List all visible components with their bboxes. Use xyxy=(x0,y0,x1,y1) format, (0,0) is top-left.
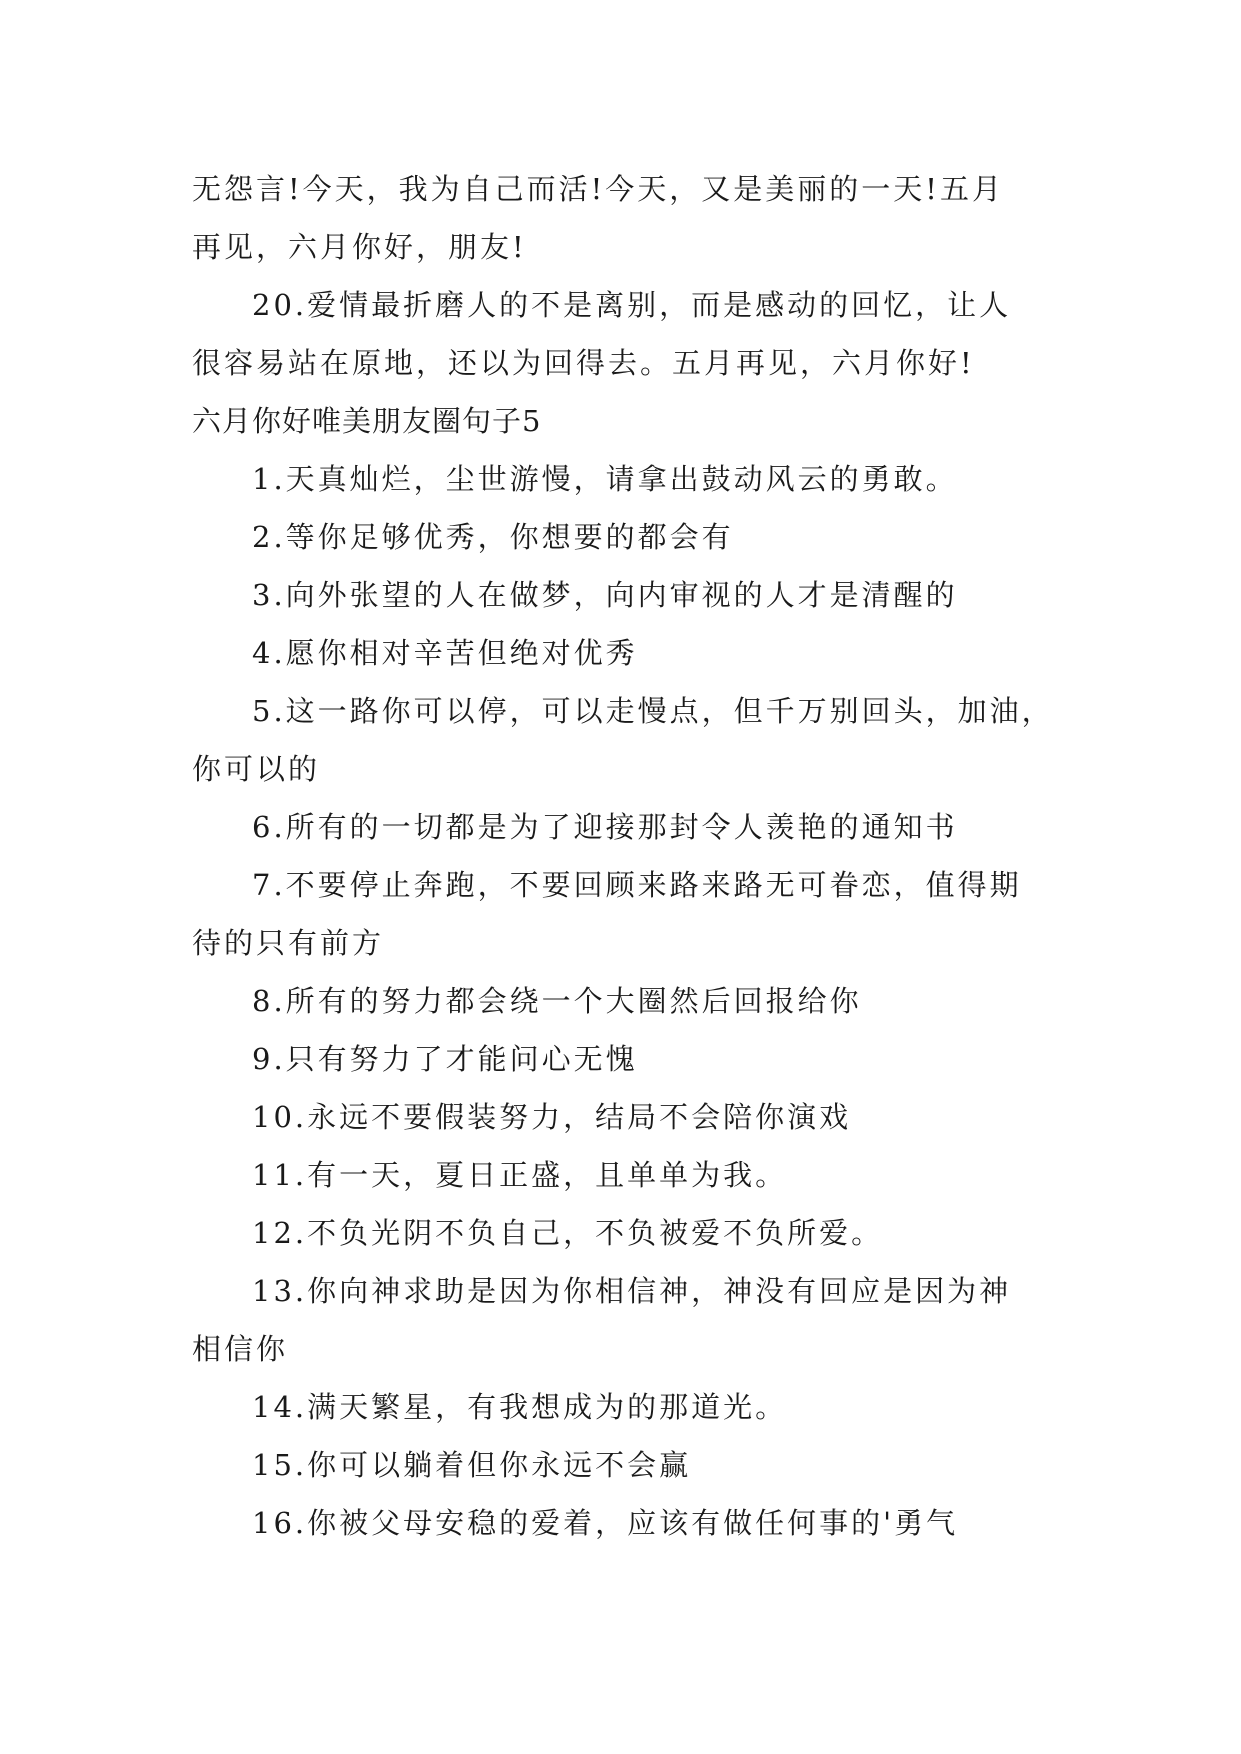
list-item: 4.愿你相对辛苦但绝对优秀 xyxy=(252,636,638,670)
list-item: 13.你向神求助是因为你相信神，神没有回应是因为神 xyxy=(252,1274,1012,1308)
list-item: 16.你被父母安稳的爱着，应该有做任何事的'勇气 xyxy=(252,1506,959,1540)
list-item: 3.向外张望的人在做梦，向内审视的人才是清醒的 xyxy=(252,578,958,612)
list-item: 6.所有的一切都是为了迎接那封令人羡艳的通知书 xyxy=(252,810,958,844)
document-body xyxy=(192,160,1052,1552)
list-item: 1.天真灿烂，尘世游慢，请拿出鼓动风云的勇敢。 xyxy=(252,462,958,496)
list-item: 5.这一路你可以停，可以走慢点，但千万别回头，加油， xyxy=(252,694,1054,728)
text-line: 再见，六月你好，朋友! xyxy=(192,230,527,264)
list-item: 12.不负光阴不负自己，不负被爱不负所爱。 xyxy=(252,1216,884,1250)
list-item: 10.永远不要假装努力，结局不会陪你演戏 xyxy=(252,1100,852,1134)
section-heading: 六月你好唯美朋友圈句子5 xyxy=(192,404,542,438)
text-line: 你可以的 xyxy=(192,752,321,786)
list-item: 14.满天繁星，有我想成为的那道光。 xyxy=(252,1390,788,1424)
text-line: 无怨言!今天，我为自己而活!今天，又是美丽的一天!五月 xyxy=(192,172,1004,206)
text-line: 很容易站在原地，还以为回得去。五月再见，六月你好! xyxy=(192,346,975,380)
list-item: 2.等你足够优秀，你想要的都会有 xyxy=(252,520,734,554)
text-line: 相信你 xyxy=(192,1332,289,1366)
list-item: 20.爱情最折磨人的不是离别，而是感动的回忆，让人 xyxy=(252,288,1012,322)
text-line: 待的只有前方 xyxy=(192,926,385,960)
list-item: 15.你可以躺着但你永远不会赢 xyxy=(252,1448,692,1482)
list-item: 9.只有努力了才能问心无愧 xyxy=(252,1042,638,1076)
list-item: 7.不要停止奔跑，不要回顾来路来路无可眷恋，值得期 xyxy=(252,868,1022,902)
list-item: 8.所有的努力都会绕一个大圈然后回报给你 xyxy=(252,984,862,1018)
list-item: 11.有一天，夏日正盛，且单单为我。 xyxy=(252,1158,788,1192)
